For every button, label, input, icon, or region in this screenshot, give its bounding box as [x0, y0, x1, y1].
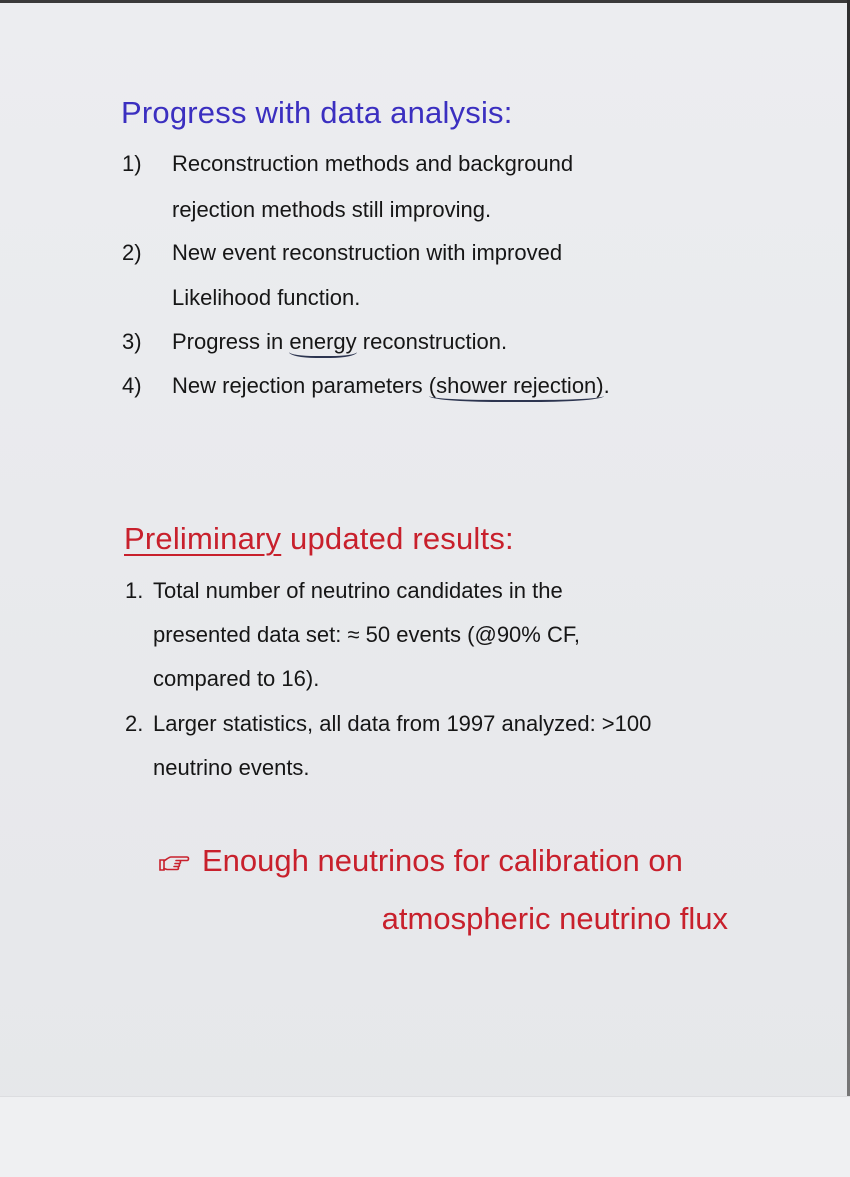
callout-line-1: Enough neutrinos for calibration on	[202, 843, 683, 878]
list-item-text-start: New rejection parameters	[172, 373, 429, 398]
list-item-continuation: Likelihood function.	[172, 285, 361, 310]
list-item-number: 4)	[122, 373, 142, 398]
section-results-heading	[124, 521, 514, 557]
list-item-text	[172, 329, 507, 355]
callout-line-2: atmospheric neutrino flux	[381, 901, 728, 936]
list-item-text-end: .	[603, 373, 610, 398]
list-item-text: Larger statistics, all data from 1997 analyzed: >100	[153, 711, 652, 736]
list-item-continuation: rejection methods still improving.	[172, 197, 492, 222]
list-item-number: 3)	[122, 329, 142, 354]
list-item-text: Total number of neutrino candidates in the	[153, 578, 563, 603]
list-item-text-end: reconstruction.	[356, 329, 508, 354]
list-item-text	[172, 373, 610, 399]
handwritten-underline-energy: energy	[289, 329, 356, 358]
pointing-hand-icon	[158, 852, 190, 874]
list-item-number: 2.	[125, 711, 144, 736]
heading-rest: updated results:	[281, 521, 514, 556]
list-item-continuation: neutrino events.	[153, 755, 310, 780]
section-progress-heading: Progress with data analysis:	[121, 95, 513, 130]
scan-sheet-bottom	[0, 1096, 850, 1177]
list-item-number: 1)	[122, 151, 142, 176]
list-item-text: Reconstruction methods and background	[172, 151, 574, 176]
list-item-number: 2)	[122, 240, 142, 265]
list-item-number: 1.	[125, 578, 144, 603]
heading-underlined-word: Preliminary	[124, 521, 282, 556]
list-item-continuation: compared to 16).	[153, 666, 320, 691]
list-item-text: New event reconstruction with improved	[172, 240, 563, 265]
list-item-text-start: Progress in	[172, 329, 290, 354]
scan-top-edge	[0, 0, 850, 3]
handwritten-underline-shower-rejection: (shower rejection)	[429, 373, 604, 402]
list-item-continuation: presented data set: ≈ 50 events (@90% CF,	[153, 622, 580, 647]
